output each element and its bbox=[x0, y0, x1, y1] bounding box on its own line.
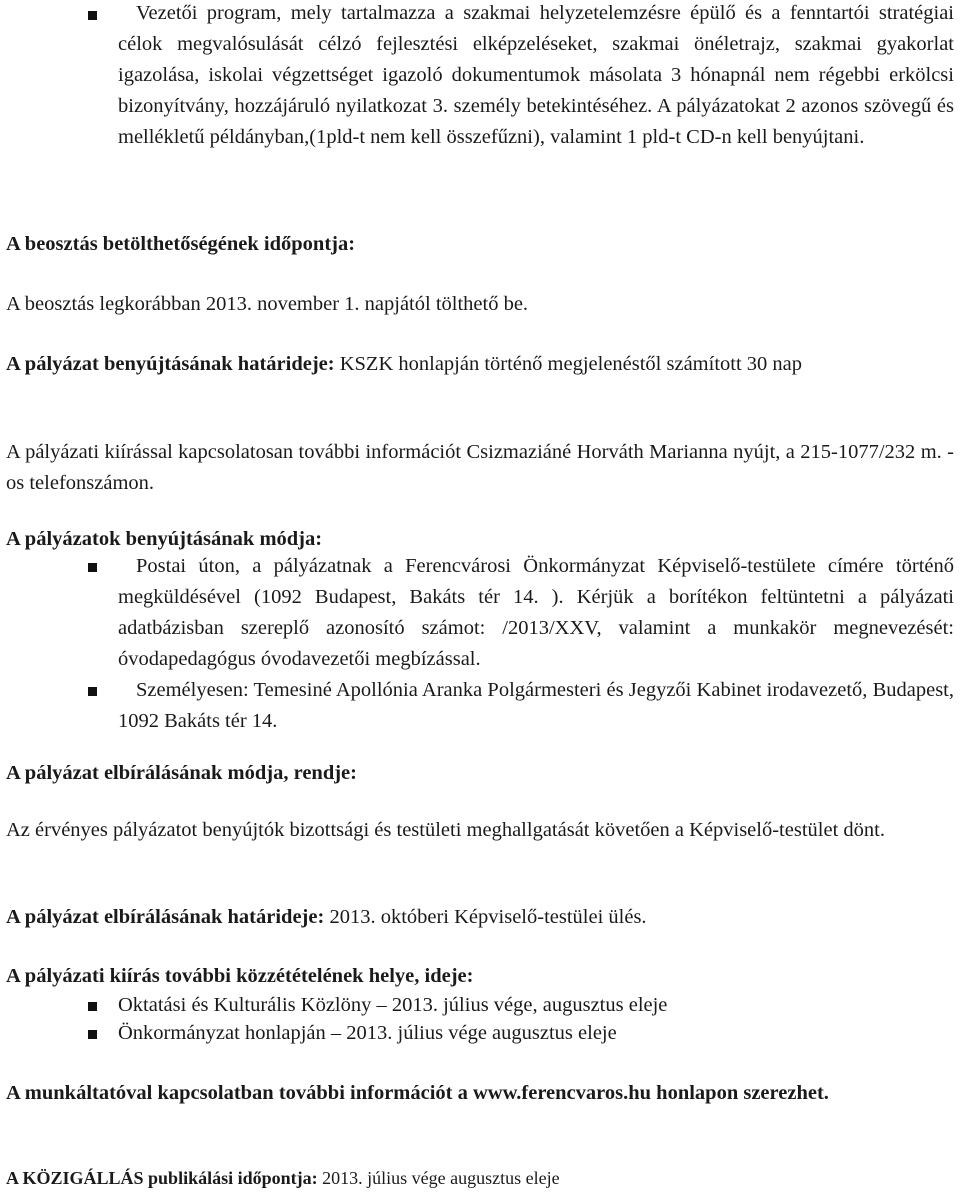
fill-date-heading: A beosztás betölthetőségének időpontja: bbox=[6, 233, 356, 255]
evaluation-deadline-paragraph bbox=[6, 902, 954, 933]
info-text: A pályázati kiírással kapcsolatosan további információt Csizmaziáné Horváth Marianna nyújt, a 215-1077/232 m. -os telefonszámon. bbox=[6, 441, 954, 494]
square-bullet-icon bbox=[88, 1030, 97, 1039]
publication-item-text: Oktatási és Kulturális Közlöny – 2013. július vége, augusztus eleje bbox=[118, 994, 668, 1016]
employer-info: A munkáltatóval kapcsolatban további információt a www.ferencvaros.hu honlapon szerezhet. bbox=[6, 1082, 829, 1104]
list-item bbox=[6, 675, 954, 737]
square-bullet-icon bbox=[88, 563, 97, 572]
deadline-label: A pályázat benyújtásának határideje: bbox=[6, 353, 335, 375]
publish-date-text: 2013. július vége augusztus eleje bbox=[317, 1168, 560, 1188]
deadline-text: KSZK honlapján történő megjelenéstől számított 30 nap bbox=[334, 353, 803, 375]
publication-heading: A pályázati kiírás további közzétételének helye, ideje: bbox=[6, 965, 474, 987]
fill-date-text: A beosztás legkorábban 2013. november 1. napjától tölthető be. bbox=[6, 293, 529, 315]
publish-date-paragraph bbox=[6, 1163, 954, 1194]
square-bullet-icon bbox=[88, 687, 97, 696]
evaluation-text: Az érvényes pályázatot benyújtók bizottsági és testületi meghallgatását követően a Képviselő-testület dönt. bbox=[6, 819, 885, 841]
submission-heading: A pályázatok benyújtásának módja: bbox=[6, 528, 323, 550]
submission-item-text: Postai úton, a pályázatnak a Ferencvárosi Önkormányzat Képviselő-testülete címére történő megküldésével (1092 Budapest, Bakáts tér 14. ). Kérjük a borítékon feltüntetni a pályázati adatbázisban szereplő azonosító számot: /2013/XXV, valamint a munkakör megnevezését: óvodapedagógus óvodavezetői megbízással. bbox=[118, 555, 954, 670]
square-bullet-icon bbox=[88, 11, 97, 20]
evaluation-deadline-label: A pályázat elbírálásának határideje: bbox=[6, 906, 325, 928]
square-bullet-icon bbox=[88, 1002, 97, 1011]
submission-item-text: Személyesen: Temesiné Apollónia Aranka Polgármesteri és Jegyzői Kabinet irodavezető, Budapest, 1092 Bakáts tér 14. bbox=[118, 679, 954, 732]
evaluation-deadline-text: 2013. októberi Képviselő-testülei ülés. bbox=[324, 906, 647, 928]
publish-date-label: A KÖZIGÁLLÁS publikálási időpontja: bbox=[6, 1168, 318, 1188]
deadline-paragraph bbox=[6, 349, 954, 380]
list-item bbox=[6, 551, 954, 675]
evaluation-heading: A pályázat elbírálásának módja, rendje: bbox=[6, 762, 357, 784]
list-item bbox=[6, 990, 954, 1021]
intro-bullet-item bbox=[6, 0, 954, 153]
intro-bullet-text: Vezetői program, mely tartalmazza a szakmai helyzetelemzésre épülő és a fenntartói stratégiai célok megvalósulását célzó fejlesztési elképzeléseket, szakmai önéletrajz, szakmai gyakorlat igazolása, iskolai végzettséget igazoló dokumentumok másolata 3 hónapnál nem régebbi erkölcsi bizonyítvány, hozzájáruló nyilatkozat 3. személy betekintéséhez. A pályázatokat 2 azonos szövegű és mellékletű példányban,(1pld-t nem kell összefűzni), valamint 1 pld-t CD-n kell benyújtani. bbox=[118, 2, 954, 148]
publication-item-text: Önkormányzat honlapján – 2013. július vége augusztus eleje bbox=[118, 1022, 617, 1044]
list-item bbox=[6, 1018, 954, 1049]
